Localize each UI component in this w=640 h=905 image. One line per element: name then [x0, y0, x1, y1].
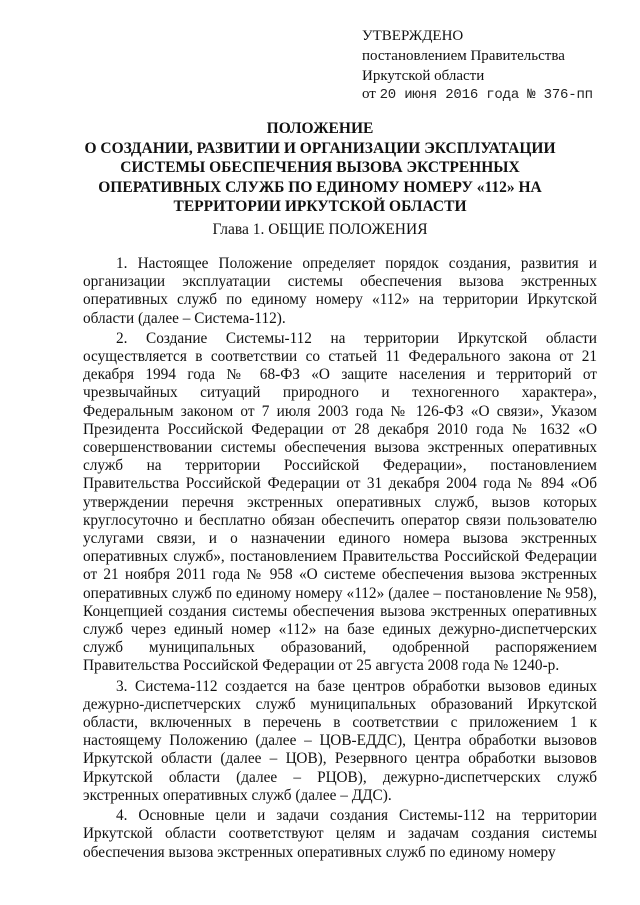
approval-date-stamp: 20 июня 2016 года № 376-пп [379, 87, 593, 103]
approval-heading: УТВЕРЖДЕНО [362, 28, 464, 44]
paragraph: 3. Система-112 создается на базе центров обработки вызовов единых дежурно-диспетчерских служб муниципальных образований Иркутской области, включенных в перечень в соответствии с приложением 1 к настоящему Положению (далее – ЦОВ-ЕДДС), Центра обработки вызовов Иркутской области (далее – ЦОВ), Резервного центра обработки вызовов Иркутской области (далее – РЦОВ), дежурно-диспетчерских служб экстренных оперативных служб (далее – ДДС). [83, 677, 597, 804]
title-line: ПОЛОЖЕНИЕ [266, 120, 374, 137]
paragraph: 4. Основные цели и задачи создания Системы-112 на территории Иркутской области соответствуют целям и задачам создания системы обеспечения вызова экстренных оперативных служб по единому номеру [83, 807, 597, 861]
title-line: СИСТЕМЫ ОБЕСПЕЧЕНИЯ ВЫЗОВА ЭКСТРЕННЫХ [120, 159, 520, 176]
title-line: О СОЗДАНИИ, РАЗВИТИИ И ОРГАНИЗАЦИИ ЭКСПЛУАТАЦИИ [84, 139, 556, 157]
title-line: ОПЕРАТИВНЫХ СЛУЖБ ПО ЕДИНОМУ НОМЕРУ «112» НА [98, 178, 542, 196]
approval-region: Иркутской области [362, 68, 485, 84]
approval-date-line [362, 84, 622, 105]
approval-date-prefix: от [362, 86, 376, 102]
document-body [83, 255, 597, 864]
document-title [64, 119, 576, 217]
paragraph: 2. Создание Системы-112 на территории Иркутской области осуществляется в соответствии со статьей 11 Федерального закона от 21 декабря 1994 года № 68-ФЗ «О защите населения и территорий от чрезвычайных ситуаций природного и техногенного характера», Федеральным законом от 7 июля 2003 года № 126-ФЗ «О связи», Указом Президента Российской Федерации от 28 декабря 2010 года № 1632 «О совершенствовании системы обеспечения вызова экстренных оперативных служб на территории Российской Федерации», постановлением Правительства Российской Федерации от 31 декабря 2004 года № 894 «Об утверждении перечня экстренных оперативных служб, вызов которых круглосуточно и бесплатно обязан обеспечить оператор связи пользователю услугами связи, и о назначении единого номера вызова экстренных оперативных служб», постановлением Правительства Российской Федерации от 21 ноября 2011 года № 958 «О системе обеспечения вызова экстренных оперативных служб по единому номеру «112» (далее – постановление № 958), Концепцией создания системы обеспечения вызова экстренных оперативных служб через единый номер «112» на базе единых дежурно-диспетчерских служб муниципальных образований, одобренной распоряжением Правительства Российской Федерации от 25 августа 2008 года № 1240-р. [83, 329, 597, 675]
title-line: ТЕРРИТОРИИ ИРКУТСКОЙ ОБЛАСТИ [173, 198, 467, 215]
approval-block [362, 26, 622, 105]
chapter-heading: Глава 1. ОБЩИЕ ПОЛОЖЕНИЯ [212, 221, 428, 238]
paragraph: 1. Настоящее Положение определяет порядок создания, развития и организации эксплуатации системы обеспечения вызова экстренных оперативных служб по единому номеру «112» на территории Иркутской области (далее – Система-112). [83, 255, 597, 327]
approval-authority: постановлением Правительства [362, 48, 565, 64]
